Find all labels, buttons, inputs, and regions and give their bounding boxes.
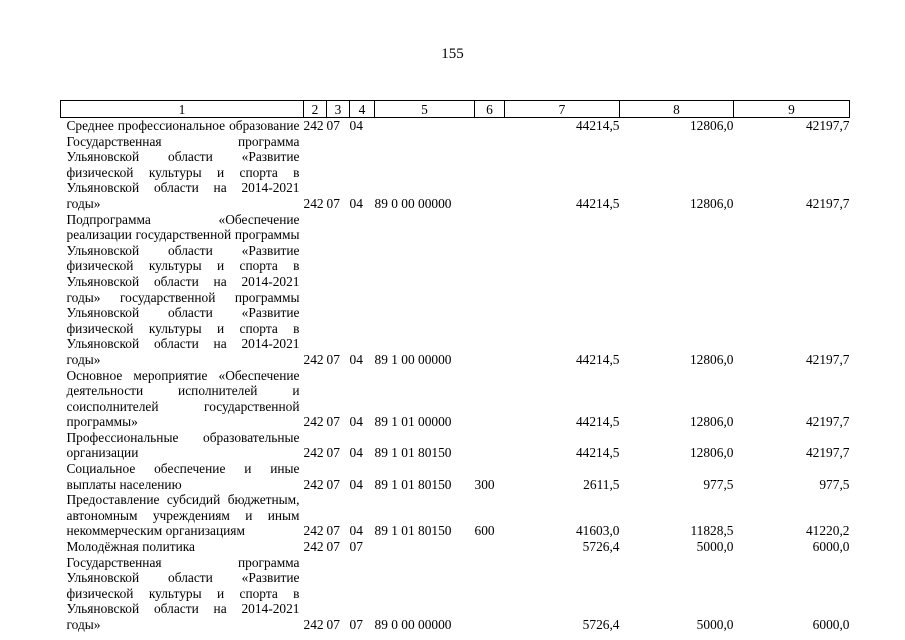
column-header: 1: [61, 101, 304, 118]
table-row: [61, 212, 850, 368]
row-name: Государственная программа Ульяновской области «Развитие физической культуры и спорта в Ульяновской области на 2014-2021 годы»: [66, 133, 300, 211]
cell-c5: 89 1 01 00000: [374, 414, 452, 430]
column-header: 8: [620, 101, 734, 118]
cell-c2: 242: [303, 414, 324, 430]
cell-c8: 11828,5: [690, 523, 734, 539]
table-body: [61, 118, 850, 633]
page-number: 155: [441, 46, 464, 62]
cell-c7: 2611,5: [583, 476, 620, 492]
cell-c6: 300: [474, 476, 495, 492]
table-row: [61, 461, 850, 492]
cell-c3: 07: [326, 195, 340, 211]
cell-c3: 07: [326, 445, 340, 461]
row-name: Социальное обеспечение и иные выплаты населению: [66, 461, 300, 492]
cell-c4: 04: [349, 195, 363, 211]
cell-c4: 07: [349, 539, 363, 555]
table-row: [61, 134, 850, 212]
cell-c8: 12806,0: [689, 351, 734, 367]
cell-c4: 04: [349, 118, 363, 133]
cell-c4: 04: [349, 414, 363, 430]
table-row: [61, 368, 850, 430]
cell-c2: 242: [303, 476, 324, 492]
cell-c6: [475, 539, 505, 555]
cell-c9: 42197,7: [805, 195, 850, 211]
cell-c5: 89 0 00 00000: [374, 617, 452, 632]
cell-c4: 04: [349, 351, 363, 367]
column-header: 6: [475, 101, 505, 118]
cell-c8: 12806,0: [689, 445, 734, 461]
cell-c8: 12806,0: [689, 195, 734, 211]
cell-c7: 44214,5: [575, 351, 620, 367]
cell-c5: 89 0 00 00000: [374, 195, 452, 211]
column-header: 2: [304, 101, 327, 118]
table-row: [61, 555, 850, 633]
cell-c9: 6000,0: [812, 617, 850, 632]
cell-c6: [475, 118, 505, 134]
column-header: 7: [505, 101, 620, 118]
cell-c4: 07: [349, 617, 363, 632]
cell-c9: 42197,7: [805, 445, 850, 461]
cell-c7: 44214,5: [575, 118, 620, 133]
cell-c3: 07: [326, 118, 340, 133]
cell-c5: 89 1 01 80150: [374, 523, 452, 539]
cell-c6: [475, 368, 505, 430]
cell-c8: 12806,0: [689, 118, 734, 133]
cell-c5: [375, 118, 475, 134]
cell-c9: 6000,0: [812, 539, 850, 555]
cell-c9: 977,5: [819, 476, 850, 492]
cell-c2: 242: [303, 118, 324, 133]
table-row: [61, 492, 850, 539]
cell-c3: 07: [326, 523, 340, 539]
column-header: 4: [350, 101, 375, 118]
cell-c7: 5726,4: [582, 617, 620, 632]
cell-c9: 42197,7: [805, 414, 850, 430]
cell-c8: 5000,0: [696, 539, 734, 555]
cell-c2: 242: [303, 445, 324, 461]
cell-c8: 12806,0: [689, 414, 734, 430]
row-name: Основное мероприятие «Обеспечение деятельности исполнителей и соисполнителей государственной программы»: [66, 367, 300, 430]
cell-c6: 600: [474, 523, 495, 539]
cell-c7: 44214,5: [575, 445, 620, 461]
cell-c3: 07: [326, 617, 340, 632]
cell-c6: [475, 555, 505, 633]
row-name: Профессиональные образовательные организации: [66, 429, 300, 461]
cell-c5: 89 1 01 80150: [374, 476, 452, 492]
cell-c2: 242: [303, 539, 324, 555]
cell-c6: [475, 134, 505, 212]
row-name: Государственная программа Ульяновской области «Развитие физической культуры и спорта в Ульяновской области на 2014-2021 годы»: [66, 554, 300, 632]
header-row: [61, 101, 850, 118]
row-name: Молодёжная политика: [66, 539, 196, 555]
cell-c9: 41220,2: [805, 523, 850, 539]
cell-c4: 04: [349, 445, 363, 461]
cell-c3: 07: [326, 351, 340, 367]
table-row: [61, 118, 850, 134]
cell-c6: [475, 430, 505, 461]
cell-c7: 5726,4: [582, 539, 620, 555]
cell-c2: 242: [303, 351, 324, 367]
row-name: Подпрограмма «Обеспечение реализации государственной программы Ульяновской области «Развитие физической культуры и спорта в Ульяновской области на 2014-2021 годы» государственной программы Ульяновской области «Развитие физической культуры и спорта в Ульяновской области на 2014-2021 годы»: [66, 211, 300, 367]
cell-c3: 07: [326, 414, 340, 430]
budget-table: [60, 100, 850, 633]
cell-c9: 42197,7: [805, 351, 850, 367]
column-header: 3: [327, 101, 350, 118]
cell-c2: 242: [303, 617, 324, 632]
cell-c5: [375, 539, 475, 555]
cell-c8: 5000,0: [696, 617, 734, 632]
cell-c2: 242: [303, 523, 324, 539]
cell-c7: 41603,0: [575, 523, 620, 539]
cell-c6: [475, 212, 505, 368]
column-header: 9: [734, 101, 850, 118]
cell-c4: 04: [349, 523, 363, 539]
cell-c3: 07: [326, 476, 340, 492]
table-header: [61, 101, 850, 118]
cell-c5: 89 1 01 80150: [374, 445, 452, 461]
table-row: [61, 539, 850, 555]
cell-c4: 04: [349, 476, 363, 492]
cell-c2: 242: [303, 195, 324, 211]
column-header: 5: [375, 101, 475, 118]
cell-c3: 07: [326, 539, 340, 555]
row-name: Предоставление субсидий бюджетным, автономным учреждениям и иным некоммерческим организациям: [66, 492, 300, 539]
row-name: Среднее профессиональное образование: [66, 118, 300, 133]
cell-c9: 42197,7: [805, 118, 850, 133]
cell-c7: 44214,5: [575, 414, 620, 430]
cell-c7: 44214,5: [575, 195, 620, 211]
cell-c8: 977,5: [703, 476, 734, 492]
cell-c5: 89 1 00 00000: [374, 351, 452, 367]
table-row: [61, 430, 850, 461]
